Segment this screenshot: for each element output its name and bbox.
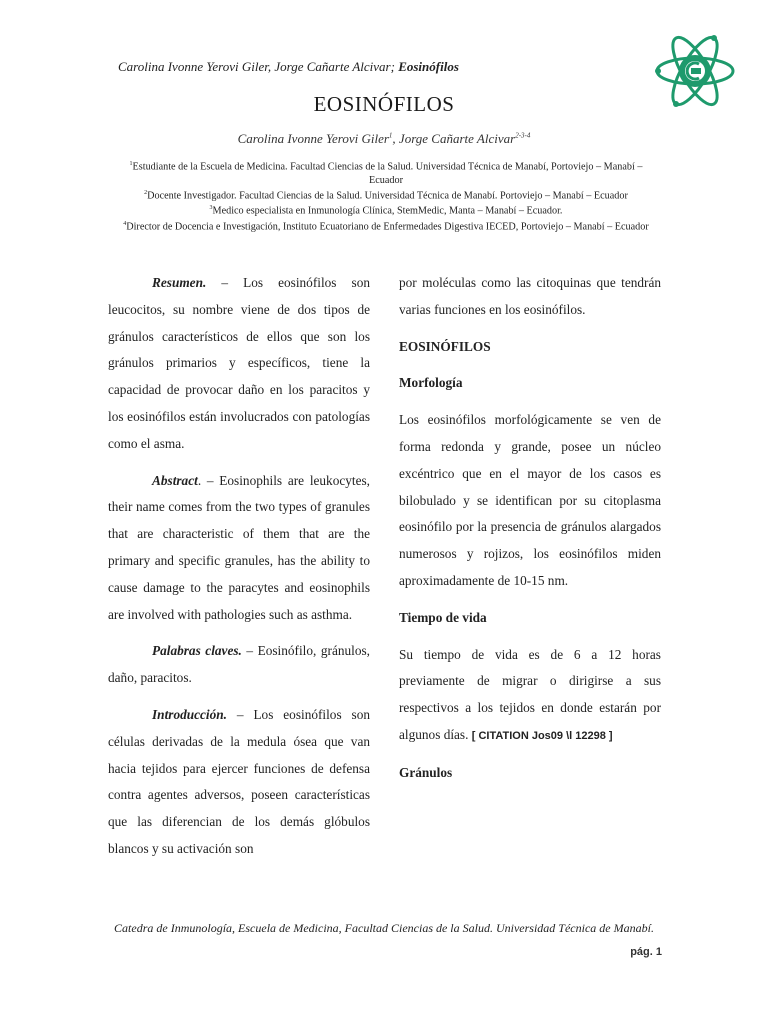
keywords-label: Palabras claves.: [152, 643, 242, 659]
keywords-paragraph: [108, 638, 370, 692]
abstract-text: . – Eosinophils are leukocytes, their name comes from the two types of granules that are characteristic of them that are the primary and specific granules, has the ability to cause damage to the paracytes and eosinophils are involved with pathologies such as asthma.: [108, 472, 370, 622]
affiliation-text: Estudiante de la Escuela de Medicina. Facultad Ciencias de la Salud. Universidad Técnica de Manabí, Portoviejo – Manabí – Ecuador: [132, 161, 643, 186]
resumen-paragraph: [108, 270, 370, 458]
author-superscript: 1: [388, 131, 393, 140]
resumen-text: – Los eosinófilos son leucocitos, su nombre viene de dos tipos de gránulos característicos de ellos que son los gránulos primarios y específicos, tiene la capacidad de provocar daño en los paracitos y los eosinófilos están involucrados con patologías como el asma.: [108, 275, 370, 451]
section-heading: EOSINÓFILOS: [399, 338, 491, 354]
intro-text: – Los eosinófilos son células derivadas de la medula ósea que van hacia tejidos para ejercer funciones de defensa contra agentes adversos, poseen características que las diferencian de los demás glóbulos blancos y su activación son: [108, 706, 370, 856]
affiliation-superscript: 3: [209, 205, 213, 212]
affiliation-item: [112, 158, 660, 187]
morfologia-paragraph: Los eosinófilos morfológicamente se ven de forma redonda y grande, posee un núcleo excéntrico que en el mayor de los casos es bilobulado y se identifican por su citoplasma eosinófilo por la presencia de gránulos alargados numerosos y rojizos, los eosinófilos miden aproximadamente de 10-15 nm.: [399, 412, 661, 588]
running-header-title: Eosinófilos: [398, 59, 459, 74]
intro-label: Introducción.: [152, 706, 227, 722]
paper-title: EOSINÓFILOS: [313, 92, 455, 116]
resumen-label: Resumen.: [152, 275, 207, 290]
intro-paragraph: [108, 702, 370, 863]
keywords-text: – Eosinófilo, gránulos, daño, paracitos.: [108, 643, 370, 686]
affiliation-text: Docente Investigador. Facultad Ciencias de la Salud. Universidad Técnica de Manabí. Portoviejo – Manabí – Ecuador: [147, 190, 628, 202]
affiliation-item: [112, 202, 660, 218]
author-separator: ,: [392, 131, 399, 146]
affiliations: [112, 158, 660, 234]
page-number: pág. 1: [630, 946, 662, 958]
affiliation-text: Director de Docencia e Investigación, Instituto Ecuatoriano de Enfermedades Digestiva IECED, Portoviejo – Manabí – Ecuador: [126, 221, 649, 233]
subsection-heading-morfologia: Morfología: [399, 375, 463, 391]
affiliation-superscript: 4: [123, 220, 127, 227]
author-name: Carolina Ivonne Yerovi Giler: [237, 131, 389, 146]
tiempo-paragraph: [399, 642, 661, 750]
affiliation-text: Medico especialista en Inmunología Clínica, StemMedic, Manta – Manabí – Ecuador.: [212, 205, 563, 217]
abstract-paragraph: [108, 468, 370, 629]
affiliation-superscript: 2: [144, 189, 148, 196]
author-superscript: 2-3-4: [515, 131, 531, 140]
footer-affiliation: Catedra de Inmunología, Escuela de Medicina, Facultad Ciencias de la Salud. Universidad Técnica de Manabí.: [114, 921, 654, 935]
running-header: [118, 59, 598, 75]
citation-field: [ CITATION Jos09 \l 12298 ]: [471, 729, 613, 742]
affiliation-superscript: 1: [129, 161, 133, 167]
tiempo-text: Su tiempo de vida es de 6 a 12 horas previamente de migrar o dirigirse a sus respectivos a los tejidos en donde estarán por algunos días.: [399, 646, 661, 742]
affiliation-item: [112, 218, 660, 234]
abstract-label: Abstract: [152, 472, 198, 488]
left-column: [108, 270, 370, 873]
subsection-heading-granulos: Gránulos: [399, 764, 453, 780]
affiliation-item: [112, 187, 660, 203]
right-column: [399, 270, 661, 797]
author-line: [0, 131, 768, 147]
subsection-heading-tiempo: Tiempo de vida: [399, 609, 487, 625]
intro-continued: por moléculas como las citoquinas que tendrán varias funciones en los eosinófilos.: [399, 275, 661, 317]
author-name: Jorge Cañarte Alcivar: [398, 131, 516, 146]
running-header-authors: Carolina Ivonne Yerovi Giler, Jorge Cañarte Alcivar;: [118, 59, 395, 74]
